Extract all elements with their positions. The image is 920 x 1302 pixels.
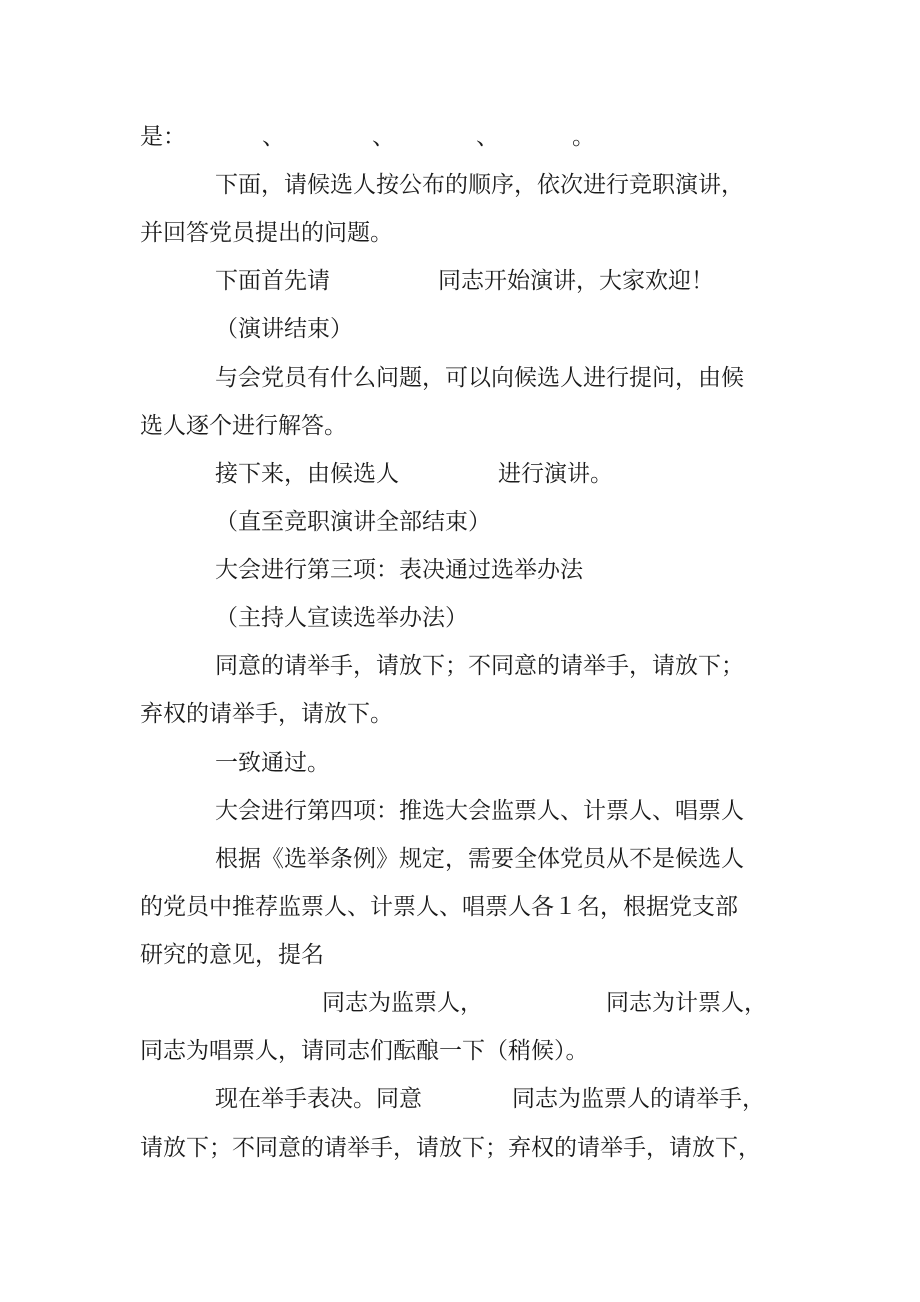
- text-segment: 同志为唱票人，请同志们酝酿一下（稍候）。: [140, 1038, 589, 1064]
- text-segment: 同志为监票人的请举手，: [512, 1086, 765, 1112]
- text-segment: （主持人宣读选举办法）: [215, 605, 468, 631]
- text-segment: 现在举手表决。同意: [215, 1086, 422, 1112]
- text-segment: 同志为计票人，: [606, 990, 767, 1016]
- text-segment: 与会党员有什么问题，可以向候选人进行提问，由候: [215, 365, 744, 391]
- text-segment: 大会进行第三项：表决通过选举办法: [215, 557, 583, 583]
- text-segment: 。: [572, 124, 595, 150]
- text-segment: 一致通过。: [215, 750, 330, 776]
- text-segment: 研究的意见，提名: [140, 942, 324, 968]
- text-segment: （演讲结束）: [215, 316, 353, 342]
- text-segment: 大会进行第四项：推选大会监票人、计票人、唱票人: [215, 798, 744, 824]
- text-segment: 请放下；不同意的请举手，请放下；弃权的请举手，请放下，: [140, 1135, 761, 1161]
- text-segment: 接下来，由候选人: [215, 461, 399, 487]
- text-segment: 同志开始演讲，大家欢迎！: [438, 268, 714, 294]
- text-segment: 并回答党员提出的问题。: [140, 220, 393, 246]
- text-segment: 同意的请举手，请放下；不同意的请举手，请放下；: [215, 653, 744, 679]
- text-segment: 弃权的请举手，请放下。: [140, 701, 393, 727]
- text-segment: 、: [262, 124, 285, 150]
- text-segment: 下面首先请: [215, 268, 330, 294]
- text-segment: 的党员中推荐监票人、计票人、唱票人各１名，根据党支部: [140, 894, 738, 920]
- text-segment: 进行演讲。: [498, 461, 613, 487]
- text-segment: 下面，请候选人按公布的顺序，依次进行竞职演讲，: [215, 172, 744, 198]
- text-segment: 选人逐个进行解答。: [140, 413, 347, 439]
- text-segment: 、: [372, 124, 395, 150]
- text-segment: 根据《选举条例》规定，需要全体党员从不是候选人: [215, 846, 744, 872]
- text-segment: 同志为监票人，: [322, 990, 483, 1016]
- text-segment: 是：: [140, 124, 186, 150]
- text-segment: （直至竞职演讲全部结束）: [215, 509, 491, 535]
- text-segment: 、: [476, 124, 499, 150]
